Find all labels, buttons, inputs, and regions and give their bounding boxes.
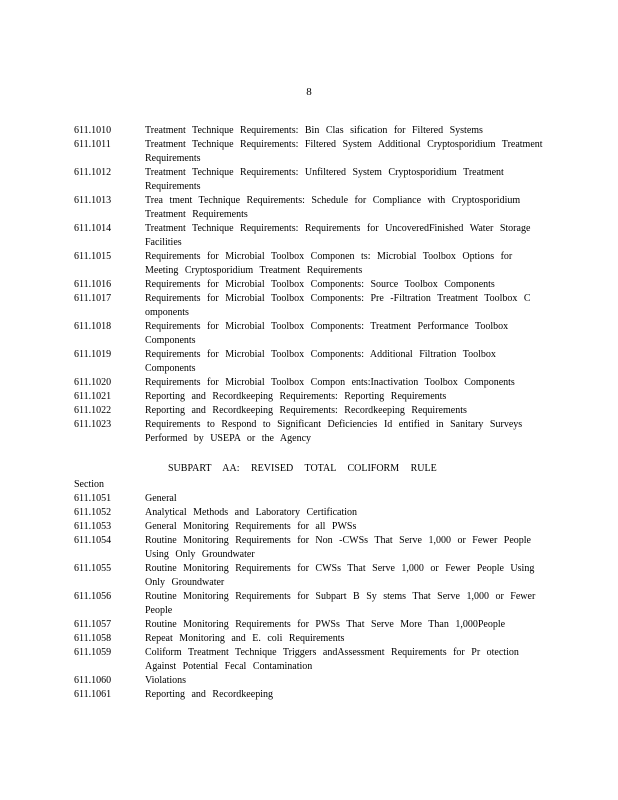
section-column-label: Section <box>74 479 104 490</box>
toc-entry <box>74 138 544 166</box>
section-number: 611.1012 <box>74 167 112 178</box>
toc-entry <box>74 618 544 632</box>
section-title: Requirements for Microbial Toolbox Components: Treatment Performance Toolbox Components <box>145 321 509 346</box>
toc-entry <box>74 250 544 278</box>
section-title: Requirements for Microbial Toolbox Components: Pre -Filtration Treatment Toolbox C omponents <box>145 293 531 318</box>
section-number: 611.1054 <box>74 535 112 546</box>
section-title: Routine Monitoring Requirements for PWSs That Serve More Than 1,000People <box>145 619 506 630</box>
section-number: 611.1015 <box>74 251 112 262</box>
toc-entry <box>74 562 544 590</box>
section-number: 611.1057 <box>74 619 112 630</box>
section-title: Requirements to Respond to Significant Deficiencies Id entified in Sanitary Surveys Performed by USEPA or the Agency <box>145 419 523 444</box>
section-number: 611.1061 <box>74 689 112 700</box>
section-title: Requirements for Microbial Toolbox Components: Source Toolbox Components <box>145 279 495 290</box>
section-number: 611.1059 <box>74 647 112 658</box>
toc-entry <box>74 534 544 562</box>
toc-entry <box>74 348 544 376</box>
toc-entry <box>74 418 544 446</box>
section-number: 611.1023 <box>74 419 112 430</box>
section-title: Repeat Monitoring and E. coli Requirements <box>145 633 345 644</box>
section-number: 611.1021 <box>74 391 112 402</box>
subpart-heading: SUBPART AA: REVISED TOTAL COLIFORM RULE <box>168 463 437 474</box>
section-title: Routine Monitoring Requirements for Non -CWSs That Serve 1,000 or Fewer People Using Only Groundwater <box>145 535 531 560</box>
section-number: 611.1014 <box>74 223 112 234</box>
section-title: Routine Monitoring Requirements for Subpart B Sy stems That Serve 1,000 or Fewer People <box>145 591 536 616</box>
section-number: 611.1019 <box>74 349 112 360</box>
section-number: 611.1018 <box>74 321 112 332</box>
toc-entry <box>74 124 544 138</box>
section-title: Coliform Treatment Technique Triggers andAssessment Requirements for Pr otection Against Potential Fecal Contamination <box>145 647 519 672</box>
page-number: 8 <box>306 86 312 98</box>
section-number: 611.1060 <box>74 675 112 686</box>
section-title: Analytical Methods and Laboratory Certification <box>145 507 358 518</box>
toc-entry <box>74 404 544 418</box>
section-number: 611.1058 <box>74 633 112 644</box>
section-title: Requirements for Microbial Toolbox Compon ents:Inactivation Toolbox Components <box>145 377 515 388</box>
toc-entry <box>74 194 544 222</box>
toc-entry <box>74 520 544 534</box>
toc-entry <box>74 632 544 646</box>
section-number: 611.1020 <box>74 377 112 388</box>
toc-entry <box>74 390 544 404</box>
section-title: Treatment Technique Requirements: Bin Clas sification for Filtered Systems <box>145 125 483 136</box>
toc-entry <box>74 278 544 292</box>
section-title: Violations <box>145 675 187 686</box>
toc-list-subpart-z <box>74 124 544 446</box>
section-number: 611.1016 <box>74 279 112 290</box>
toc-entry <box>74 222 544 250</box>
section-number: 611.1051 <box>74 493 112 504</box>
section-title: Requirements for Microbial Toolbox Componen ts: Microbial Toolbox Options for Meeting Cryptosporidium Treatment Requirements <box>145 251 513 276</box>
toc-entry <box>74 166 544 194</box>
section-title: Reporting and Recordkeeping <box>145 689 273 700</box>
section-title: Reporting and Recordkeeping Requirements: Recordkeeping Requirements <box>145 405 467 416</box>
section-title: General Monitoring Requirements for all PWSs <box>145 521 357 532</box>
section-title: Routine Monitoring Requirements for CWSs That Serve 1,000 or Fewer People Using Only Groundwater <box>145 563 535 588</box>
section-number: 611.1022 <box>74 405 112 416</box>
section-number: 611.1056 <box>74 591 112 602</box>
section-title: Requirements for Microbial Toolbox Components: Additional Filtration Toolbox Components <box>145 349 496 374</box>
table-of-contents <box>74 124 544 702</box>
section-number: 611.1013 <box>74 195 112 206</box>
section-number: 611.1017 <box>74 293 112 304</box>
section-title: Trea tment Technique Requirements: Schedule for Compliance with Cryptosporidium Treatment Requirements <box>145 195 521 220</box>
section-title: Treatment Technique Requirements: Filtered System Additional Cryptosporidium Treatment Requirements <box>145 139 543 164</box>
toc-entry <box>74 292 544 320</box>
toc-entry <box>74 492 544 506</box>
section-number: 611.1052 <box>74 507 112 518</box>
toc-entry <box>74 674 544 688</box>
toc-entry <box>74 590 544 618</box>
section-number: 611.1011 <box>74 139 111 150</box>
section-title: Reporting and Recordkeeping Requirements: Reporting Requirements <box>145 391 447 402</box>
section-number: 611.1055 <box>74 563 112 574</box>
section-number: 611.1010 <box>74 125 112 136</box>
section-title: Treatment Technique Requirements: Requirements for UncoveredFinished Water Storage Facilities <box>145 223 531 248</box>
toc-entry <box>74 506 544 520</box>
toc-entry <box>74 688 544 702</box>
toc-entry <box>74 376 544 390</box>
section-number: 611.1053 <box>74 521 112 532</box>
toc-entry <box>74 320 544 348</box>
toc-entry <box>74 646 544 674</box>
section-title: General <box>145 493 177 504</box>
toc-list-subpart-aa <box>74 492 544 702</box>
section-title: Treatment Technique Requirements: Unfiltered System Cryptosporidium Treatment Requirements <box>145 167 504 192</box>
